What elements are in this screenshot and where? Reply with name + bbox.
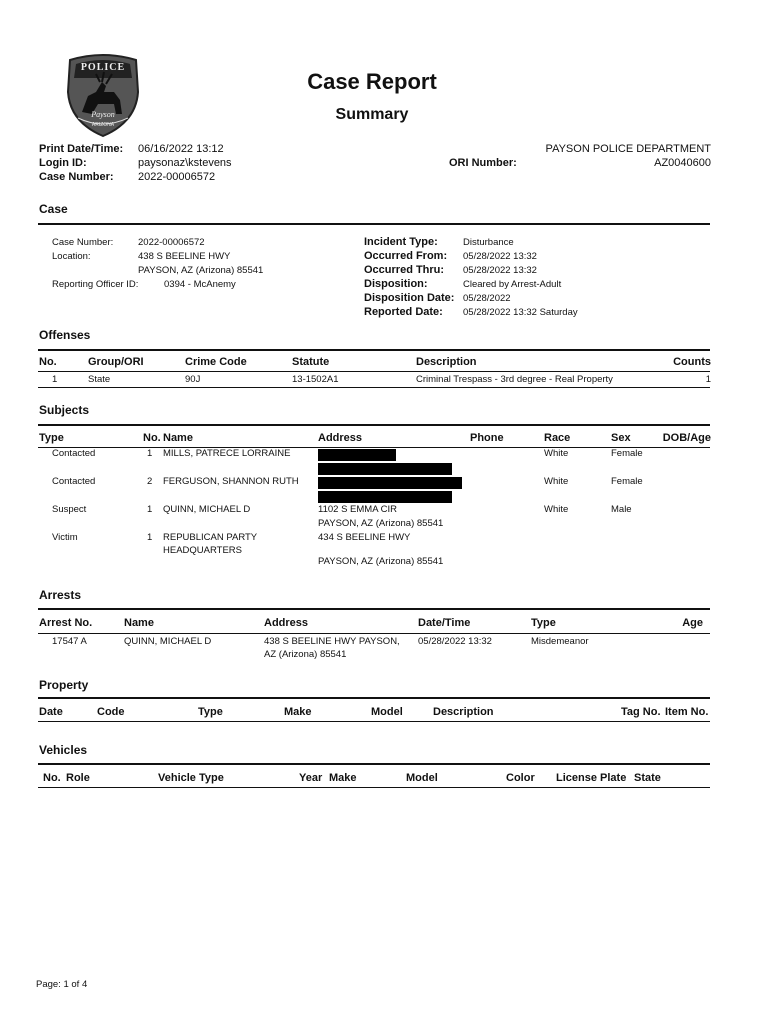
subjects-header-underline (38, 447, 710, 448)
redacted-address-block (318, 477, 462, 489)
arrest-name: QUINN, MICHAEL D (124, 636, 212, 647)
arrests-col-datetime: Date/Time (418, 617, 471, 629)
arrest-address-line2: AZ (Arizona) 85541 (264, 649, 347, 660)
offenses-col-statute: Statute (292, 356, 330, 368)
offenses-divider (38, 349, 710, 351)
location-label: Location: (52, 251, 91, 262)
vehicles-col-no: No. (43, 772, 61, 784)
occurred-from-value: 05/28/2022 13:32 (463, 251, 537, 262)
vehicles-col-make: Make (329, 772, 357, 784)
property-col-item-no: Item No. (665, 706, 709, 718)
vehicles-col-state: State (634, 772, 661, 784)
disposition-date-value: 05/28/2022 (463, 293, 511, 304)
subject-race: White (544, 504, 569, 515)
subjects-col-phone: Phone (470, 432, 504, 444)
subject-sex: Female (611, 476, 643, 487)
arrests-col-address: Address (264, 617, 309, 629)
property-col-make: Make (284, 706, 312, 718)
property-col-description: Description (433, 706, 494, 718)
page-title: Case Report (307, 69, 437, 94)
property-col-tag-no: Tag No. (621, 706, 661, 718)
offenses-bottom-rule (38, 387, 710, 388)
offense-group: State (88, 374, 111, 385)
redacted-address-block (318, 491, 452, 503)
subjects-col-name: Name (163, 432, 193, 444)
offenses-section-heading: Offenses (39, 328, 91, 342)
subjects-col-no: No. (143, 432, 161, 444)
location-line2: PAYSON, AZ (Arizona) 85541 (138, 265, 264, 276)
reporting-officer-label: Reporting Officer ID: (52, 279, 139, 290)
arrest-address-line1: 438 S BEELINE HWY PAYSON, (264, 636, 400, 647)
print-datetime-label: Print Date/Time: (39, 143, 124, 155)
subjects-section-heading: Subjects (39, 403, 90, 417)
ori-number-label: ORI Number: (449, 157, 517, 169)
login-id-label: Login ID: (39, 157, 87, 169)
case-number-value: 2022-00006572 (138, 171, 216, 183)
reporting-officer-value: 0394 - McAnemy (164, 279, 236, 290)
vehicles-col-vehicle-type: Vehicle Type (158, 772, 224, 784)
print-datetime-value: 06/16/2022 13:12 (138, 143, 224, 155)
offenses-header-underline (38, 371, 710, 372)
arrests-col-arrest-no: Arrest No. (39, 617, 93, 629)
police-badge-logo (62, 52, 144, 138)
offense-no: 1 (52, 374, 58, 385)
property-section-heading: Property (39, 678, 89, 692)
subject-type: Contacted (52, 476, 96, 487)
subject-name-line1: REPUBLICAN PARTY (163, 532, 258, 543)
case-number-field-value: 2022-00006572 (138, 237, 205, 248)
subject-name-line2: HEADQUARTERS (163, 545, 243, 556)
arrest-no: 17547 A (52, 636, 87, 647)
subject-no: 1 (147, 532, 153, 543)
subjects-col-address: Address (318, 432, 363, 444)
subject-no: 2 (147, 476, 153, 487)
property-col-date: Date (39, 706, 63, 718)
logo-text-bottom: ARIZONA (91, 122, 115, 128)
logo-text-mid: Payson (91, 110, 115, 119)
offense-description: Criminal Trespass - 3rd degree - Real Property (416, 374, 613, 385)
offense-code: 90J (185, 374, 201, 385)
subject-address-line1: 434 S BEELINE HWY (318, 532, 411, 543)
occurred-thru-label: Occurred Thru: (364, 264, 445, 276)
case-number-label: Case Number: (39, 171, 114, 183)
arrests-col-name: Name (124, 617, 154, 629)
case-number-field-label: Case Number: (52, 237, 114, 248)
subject-type: Contacted (52, 448, 96, 459)
redacted-address-block (318, 463, 452, 475)
subject-race: White (544, 448, 569, 459)
vehicles-col-license-plate: License Plate (556, 772, 627, 784)
redacted-address-block (318, 449, 396, 461)
disposition-label: Disposition: (364, 278, 428, 290)
subject-address-line1: 1102 S EMMA CIR (318, 504, 398, 515)
reported-date-value: 05/28/2022 13:32 Saturday (463, 307, 578, 318)
logo-text-top: POLICE (80, 62, 126, 73)
vehicles-col-model: Model (406, 772, 438, 784)
vehicles-header-underline (38, 787, 710, 788)
disposition-date-label: Disposition Date: (364, 292, 455, 304)
vehicles-col-color: Color (506, 772, 535, 784)
offenses-col-group: Group/ORI (88, 356, 144, 368)
offense-statute: 13-1502A1 (292, 374, 339, 385)
page-number: Page: 1 of 4 (36, 979, 88, 990)
property-header-underline (38, 721, 710, 722)
occurred-from-label: Occurred From: (364, 250, 448, 262)
subjects-col-dob-age: DOB/Age (662, 432, 711, 444)
arrests-col-type: Type (531, 617, 556, 629)
property-col-code: Code (97, 706, 125, 718)
subject-sex: Male (611, 504, 632, 515)
subject-sex: Female (611, 448, 643, 459)
department-name: PAYSON POLICE DEPARTMENT (545, 143, 711, 155)
property-col-type: Type (198, 706, 223, 718)
subject-name: FERGUSON, SHANNON RUTH (163, 476, 299, 487)
subject-type: Suspect (52, 504, 87, 515)
arrests-section-heading: Arrests (39, 588, 82, 602)
subjects-col-race: Race (544, 432, 571, 444)
occurred-thru-value: 05/28/2022 13:32 (463, 265, 537, 276)
arrest-datetime: 05/28/2022 13:32 (418, 636, 492, 647)
vehicles-divider (38, 763, 710, 765)
vehicles-col-role: Role (66, 772, 90, 784)
location-line1: 438 S BEELINE HWY (138, 251, 231, 262)
subject-address-line2: PAYSON, AZ (Arizona) 85541 (318, 556, 444, 567)
offenses-col-description: Description (416, 356, 477, 368)
subject-type: Victim (52, 532, 78, 543)
login-id-value: paysonaz\kstevens (138, 157, 232, 169)
subject-name: MILLS, PATRECE LORRAINE (163, 448, 291, 459)
case-divider (38, 223, 710, 225)
property-divider (38, 697, 710, 699)
subject-no: 1 (147, 504, 153, 515)
subject-race: White (544, 476, 569, 487)
arrest-type: Misdemeanor (531, 636, 589, 647)
subject-address-line2: PAYSON, AZ (Arizona) 85541 (318, 518, 444, 529)
disposition-value: Cleared by Arrest-Adult (463, 279, 562, 290)
arrests-header-underline (38, 633, 710, 634)
subject-no: 1 (147, 448, 153, 459)
offenses-col-code: Crime Code (185, 356, 247, 368)
case-section-heading: Case (39, 202, 68, 216)
incident-type-label: Incident Type: (364, 236, 438, 248)
vehicles-col-year: Year (299, 772, 323, 784)
ori-number-value: AZ0040600 (654, 157, 711, 169)
reported-date-label: Reported Date: (364, 306, 443, 318)
page-subtitle: Summary (335, 106, 409, 123)
vehicles-section-heading: Vehicles (39, 743, 88, 757)
property-col-model: Model (371, 706, 403, 718)
offenses-col-no: No. (39, 356, 57, 368)
offenses-col-counts: Counts (673, 356, 711, 368)
incident-type-value: Disturbance (463, 237, 514, 248)
subjects-col-sex: Sex (611, 432, 631, 444)
subjects-divider (38, 424, 710, 426)
subjects-col-type: Type (39, 432, 64, 444)
arrests-divider (38, 608, 710, 610)
subject-name: QUINN, MICHAEL D (163, 504, 251, 515)
arrests-col-age: Age (682, 617, 703, 629)
offense-counts: 1 (705, 374, 711, 385)
